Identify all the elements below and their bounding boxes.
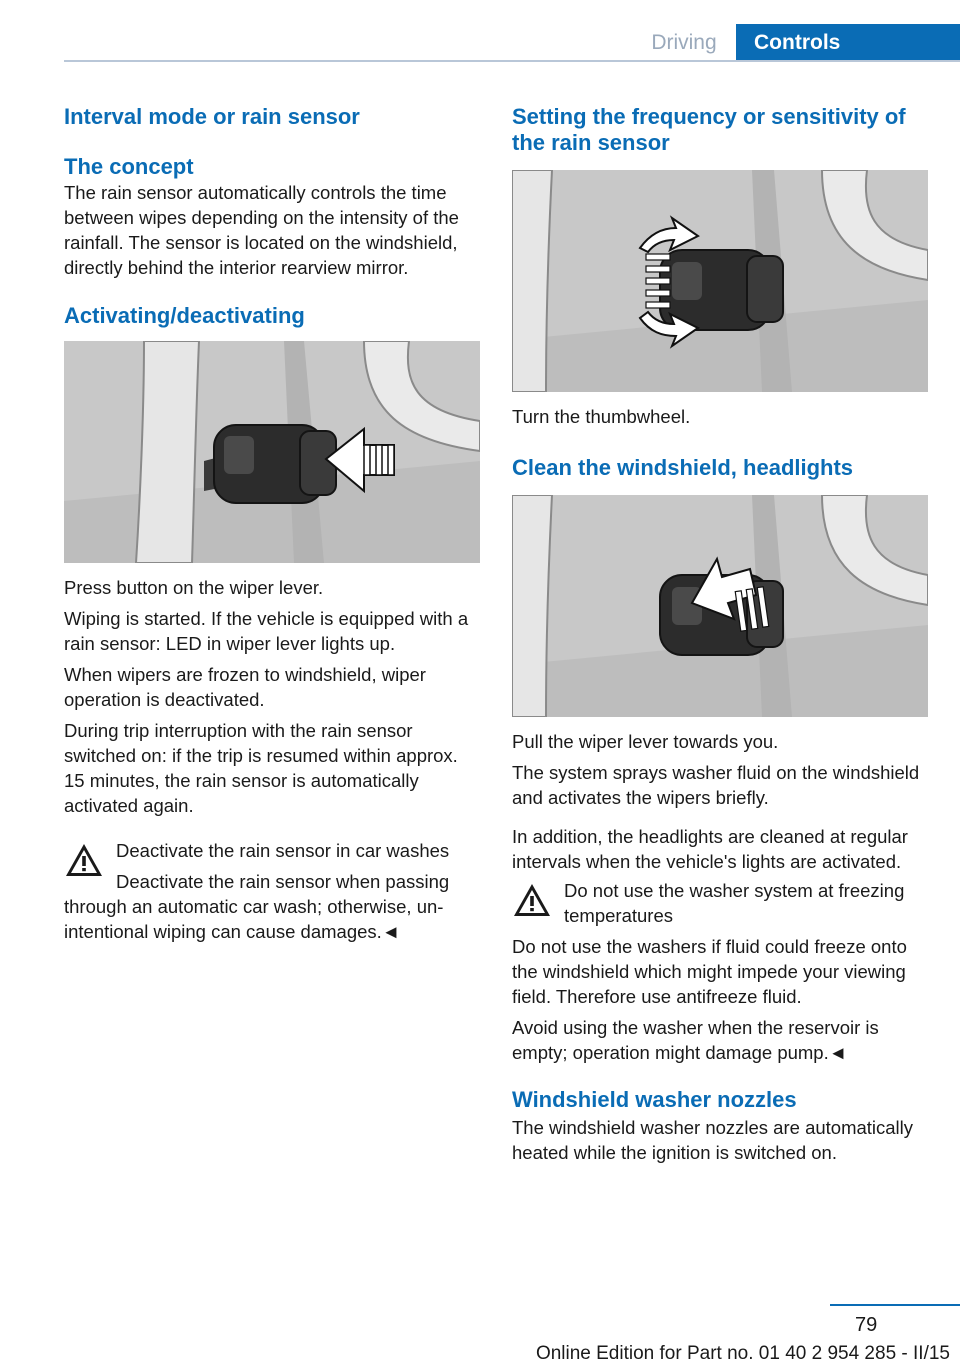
left-column	[64, 100, 480, 944]
activating-heading: Activating/deactivating	[64, 303, 305, 328]
press-button-text: Press button on the wiper lever.	[64, 577, 324, 598]
car-wash-warning-title: Deactivate the rain sensor in car washes	[116, 840, 450, 861]
headlights-cleaned-text: In addition, the headlights are cleaned at regular intervals when the vehicle's lights are activated.	[512, 826, 908, 872]
frozen-wipers-text: When wipers are frozen to windshield, wiper operation is deactivated.	[64, 664, 426, 710]
frequency-heading: Setting the frequency or sensitivity of the rain sensor	[512, 104, 906, 155]
right-column	[512, 100, 928, 1165]
warning-icon	[512, 882, 552, 918]
sprays-fluid-text: The system sprays washer fluid on the windshield and activates the wipers briefly.	[512, 762, 920, 808]
pull-lever-illustration	[512, 495, 928, 717]
clean-windshield-heading: Clean the windshield, headlights	[512, 455, 854, 480]
header-section-tab[interactable]: Driving	[651, 31, 717, 54]
freezing-warning-text: Do not use the washers if fluid could freeze onto the windshield which might impede your viewing field. Therefore use antifreeze fluid.	[512, 936, 907, 1007]
header-rule	[64, 60, 960, 62]
wiper-button-illustration	[64, 341, 480, 563]
footer-rule	[830, 1304, 960, 1306]
car-wash-warning-text: Deactivate the rain sensor when passing through an automatic car wash; otherwise, unintentional wiping can cause damages.◄	[64, 871, 450, 942]
interval-mode-heading: Interval mode or rain sensor	[64, 104, 360, 129]
washer-nozzles-text: The windshield washer nozzles are automatically heated while the ignition is switched on.	[512, 1117, 914, 1163]
warning-icon	[64, 842, 104, 878]
trip-interruption-text: During trip interruption with the rain sensor switched on: if the trip is resumed within approx. 15 minutes, the rain sensor is automatically activated again.	[64, 720, 458, 816]
car-wash-warning	[64, 838, 480, 863]
freezing-warning-title: Do not use the washer system at freezing temperatures	[564, 880, 905, 926]
wiping-started-text: Wiping is started. If the vehicle is equipped with a rain sensor: LED in wiper lever lights up.	[64, 608, 469, 654]
empty-reservoir-text: Avoid using the washer when the reservoir is empty; operation might damage pump.◄	[512, 1017, 879, 1063]
concept-heading: The concept	[64, 154, 194, 179]
thumbwheel-illustration	[512, 170, 928, 392]
page-number: 79	[855, 1314, 878, 1336]
edition-footer: Online Edition for Part no. 01 40 2 954 285 - II/15	[535, 1343, 950, 1364]
concept-text: The rain sensor automatically controls the time between wipes depending on the intensity of the rainfall. The sensor is located on the windshield, directly behind the interior rearview mirror.	[64, 182, 459, 278]
washer-nozzles-heading: Windshield washer nozzles	[512, 1087, 797, 1112]
freezing-warning	[512, 878, 928, 928]
turn-thumbwheel-text: Turn the thumbwheel.	[512, 406, 691, 427]
pull-lever-text: Pull the wiper lever towards you.	[512, 731, 779, 752]
header-chapter-tab[interactable]: Controls	[736, 24, 960, 62]
